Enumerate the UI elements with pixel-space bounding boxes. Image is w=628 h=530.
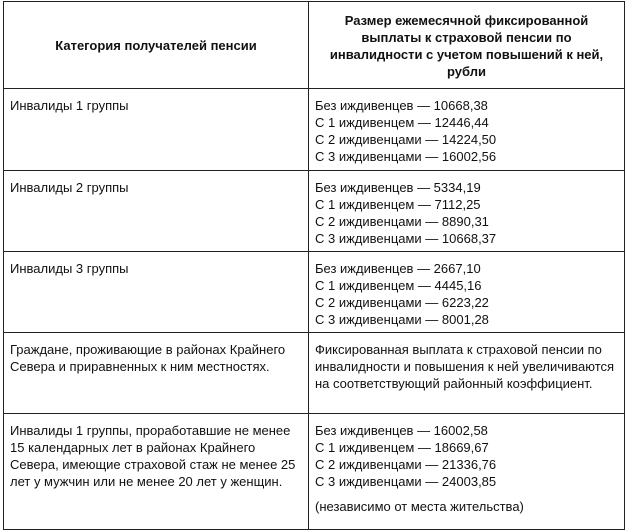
amount-line: Без иждивенцев — 5334,19 [315, 180, 481, 195]
header-category: Категория получателей пенсии [4, 2, 309, 89]
amount-line: С 1 иждивенцем — 4445,16 [315, 278, 482, 293]
table-row [4, 89, 625, 171]
table-row [4, 414, 625, 530]
amount-line: С 3 иждивенцами — 24003,85 [315, 474, 497, 489]
amount-line: С 1 иждивенцем — 18669,67 [315, 440, 489, 455]
amount-cell [309, 171, 625, 252]
amount-cell: Фиксированная выплата к страховой пенсии по инвалидности и повышения к ней увеличиваются на соответствующий районный коэффициент. [309, 333, 625, 414]
header-amount: Размер ежемесячной фиксированной выплаты к страховой пенсии по инвалидности с учетом повышений к ней, рубли [309, 2, 625, 89]
amount-cell [309, 414, 625, 530]
amount-line: С 3 иждивенцами — 16002,56 [315, 149, 497, 164]
category-cell: Инвалиды 3 группы [4, 252, 309, 333]
table-row [4, 333, 625, 414]
table-header-row [4, 2, 625, 89]
category-cell: Инвалиды 2 группы [4, 171, 309, 252]
amount-line: С 2 иждивенцами — 6223,22 [315, 295, 489, 310]
residence-note: (независимо от места жительства) [315, 499, 524, 514]
amount-line: С 1 иждивенцем — 12446,44 [315, 115, 489, 130]
pension-table [3, 1, 625, 530]
category-cell: Граждане, проживающие в районах Крайнего Севера и приравненных к ним местностях. [4, 333, 309, 414]
table-row [4, 171, 625, 252]
amount-line: С 2 иждивенцами — 21336,76 [315, 457, 497, 472]
amount-cell [309, 252, 625, 333]
amount-line: Без иждивенцев — 2667,10 [315, 261, 481, 276]
amount-line: С 3 иждивенцами — 10668,37 [315, 231, 497, 246]
category-cell: Инвалиды 1 группы [4, 89, 309, 171]
amount-line: Без иждивенцев — 16002,58 [315, 423, 488, 438]
table-row [4, 252, 625, 333]
category-cell: Инвалиды 1 группы, проработавшие не менее 15 календарных лет в районах Крайнего Севера, имеющие страховой стаж не менее 25 лет у мужчин или не менее 20 лет у женщин. [4, 414, 309, 530]
amount-line: Без иждивенцев — 10668,38 [315, 98, 488, 113]
amount-line: С 1 иждивенцем — 7112,25 [315, 197, 481, 212]
amount-line: С 3 иждивенцами — 8001,28 [315, 312, 489, 327]
amount-line: С 2 иждивенцами — 8890,31 [315, 214, 489, 229]
amount-line: С 2 иждивенцами — 14224,50 [315, 132, 497, 147]
amount-cell [309, 89, 625, 171]
